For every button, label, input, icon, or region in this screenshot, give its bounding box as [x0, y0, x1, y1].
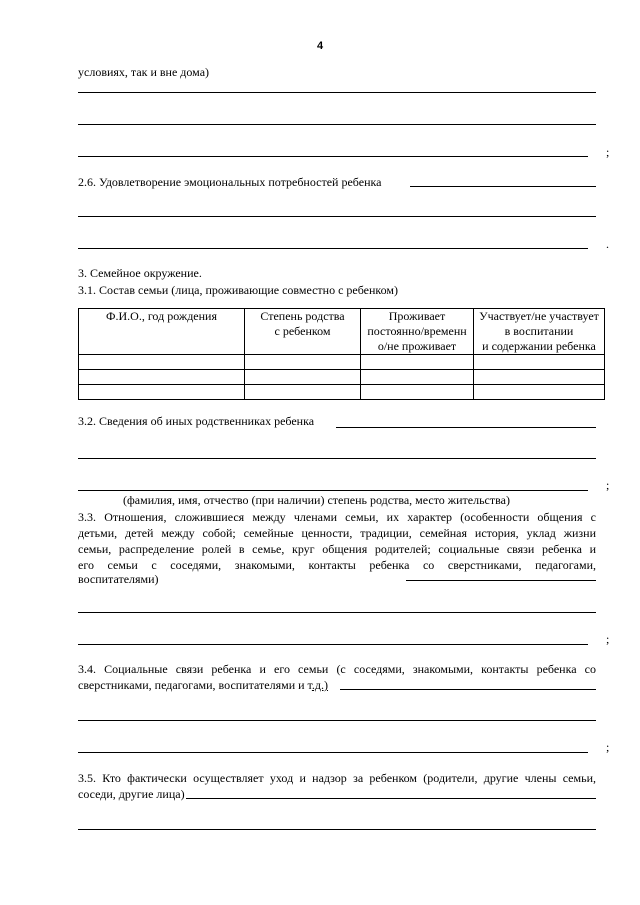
- line-end-semicolon: ;: [606, 632, 610, 646]
- fill-line[interactable]: [78, 612, 596, 613]
- table-cell[interactable]: [361, 385, 474, 400]
- fill-line[interactable]: [78, 458, 596, 459]
- table-cell[interactable]: [245, 385, 361, 400]
- section-3-1-label: 3.1. Состав семьи (лица, проживающие совместно с ребенком): [78, 283, 399, 297]
- fill-line[interactable]: [78, 248, 588, 249]
- fill-line[interactable]: [78, 216, 596, 217]
- line-end-period: .: [606, 237, 609, 251]
- fill-line[interactable]: [78, 124, 596, 125]
- fill-line[interactable]: [406, 580, 596, 581]
- line-end-semicolon: ;: [606, 740, 610, 754]
- section-3-3-line: его семьи с соседями, знакомыми, контакты ребенка со сверстниками, педагогами,: [78, 558, 596, 572]
- table-cell[interactable]: [245, 370, 361, 385]
- fill-line[interactable]: [410, 186, 596, 187]
- fill-line[interactable]: [78, 829, 596, 830]
- section-3-3-line: воспитателями): [78, 572, 159, 586]
- section-3-5-line: 3.5. Кто фактически осуществляет уход и надзор за ребенком (родители, другие члены семьи,: [78, 771, 596, 785]
- table-cell[interactable]: [245, 355, 361, 370]
- table-row: [79, 370, 605, 385]
- table-cell[interactable]: [474, 370, 605, 385]
- table-cell[interactable]: [474, 355, 605, 370]
- intro-fragment: условиях, так и вне дома): [78, 65, 210, 79]
- fill-line[interactable]: [336, 427, 596, 428]
- table-cell[interactable]: [474, 385, 605, 400]
- column-header-upbringing: Участвует/не участвует в воспитании и содержании ребенка: [474, 309, 605, 355]
- table-row: [79, 385, 605, 400]
- section-3-3-line: детьми, детей между собой; семейные ценности, традиции, семейная история, уклад жизни: [78, 526, 596, 540]
- table-row: [79, 355, 605, 370]
- fill-line[interactable]: [78, 752, 588, 753]
- table-cell[interactable]: [361, 355, 474, 370]
- table-cell[interactable]: [79, 355, 245, 370]
- section-3-4-line: сверстниками, педагогами, воспитателями и т.д.): [78, 678, 328, 692]
- section-3-2-label: 3.2. Сведения об иных родственниках ребенка: [78, 414, 315, 428]
- fill-line[interactable]: [78, 644, 588, 645]
- fill-line[interactable]: [340, 689, 596, 690]
- section-3-3-line: 3.3. Отношения, сложившиеся между членами семьи, их характер (особенности общения с: [78, 510, 596, 524]
- column-header-residence: Проживает постоянно/временн о/не проживает: [361, 309, 474, 355]
- section-3-5-line: соседи, другие лица): [78, 787, 185, 801]
- section-3-heading: 3. Семейное окружение.: [78, 266, 202, 280]
- fill-line[interactable]: [78, 720, 596, 721]
- section-3-3-line: семьи, распределение ролей в семье, круг общения родителей; социальные связи ребенка и: [78, 542, 596, 556]
- fill-line[interactable]: [186, 798, 596, 799]
- family-composition-table: [78, 308, 605, 400]
- relatives-caption: (фамилия, имя, отчество (при наличии) степень родства, место жительства): [123, 493, 510, 507]
- fill-line[interactable]: [78, 156, 588, 157]
- page-number: 4: [316, 40, 324, 52]
- fill-line[interactable]: [78, 490, 588, 491]
- line-end-semicolon: ;: [606, 145, 610, 159]
- column-header-name: Ф.И.О., год рождения: [79, 309, 245, 355]
- section-2-6-label: 2.6. Удовлетворение эмоциональных потребностей ребенка: [78, 175, 382, 189]
- column-header-relation: Степень родства с ребенком: [245, 309, 361, 355]
- table-cell[interactable]: [361, 370, 474, 385]
- table-cell[interactable]: [79, 385, 245, 400]
- section-3-4-line: 3.4. Социальные связи ребенка и его семьи (с соседями, знакомыми, контакты ребенка со: [78, 662, 596, 676]
- fill-line[interactable]: [78, 92, 596, 93]
- table-cell[interactable]: [79, 370, 245, 385]
- line-end-semicolon: ;: [606, 478, 610, 492]
